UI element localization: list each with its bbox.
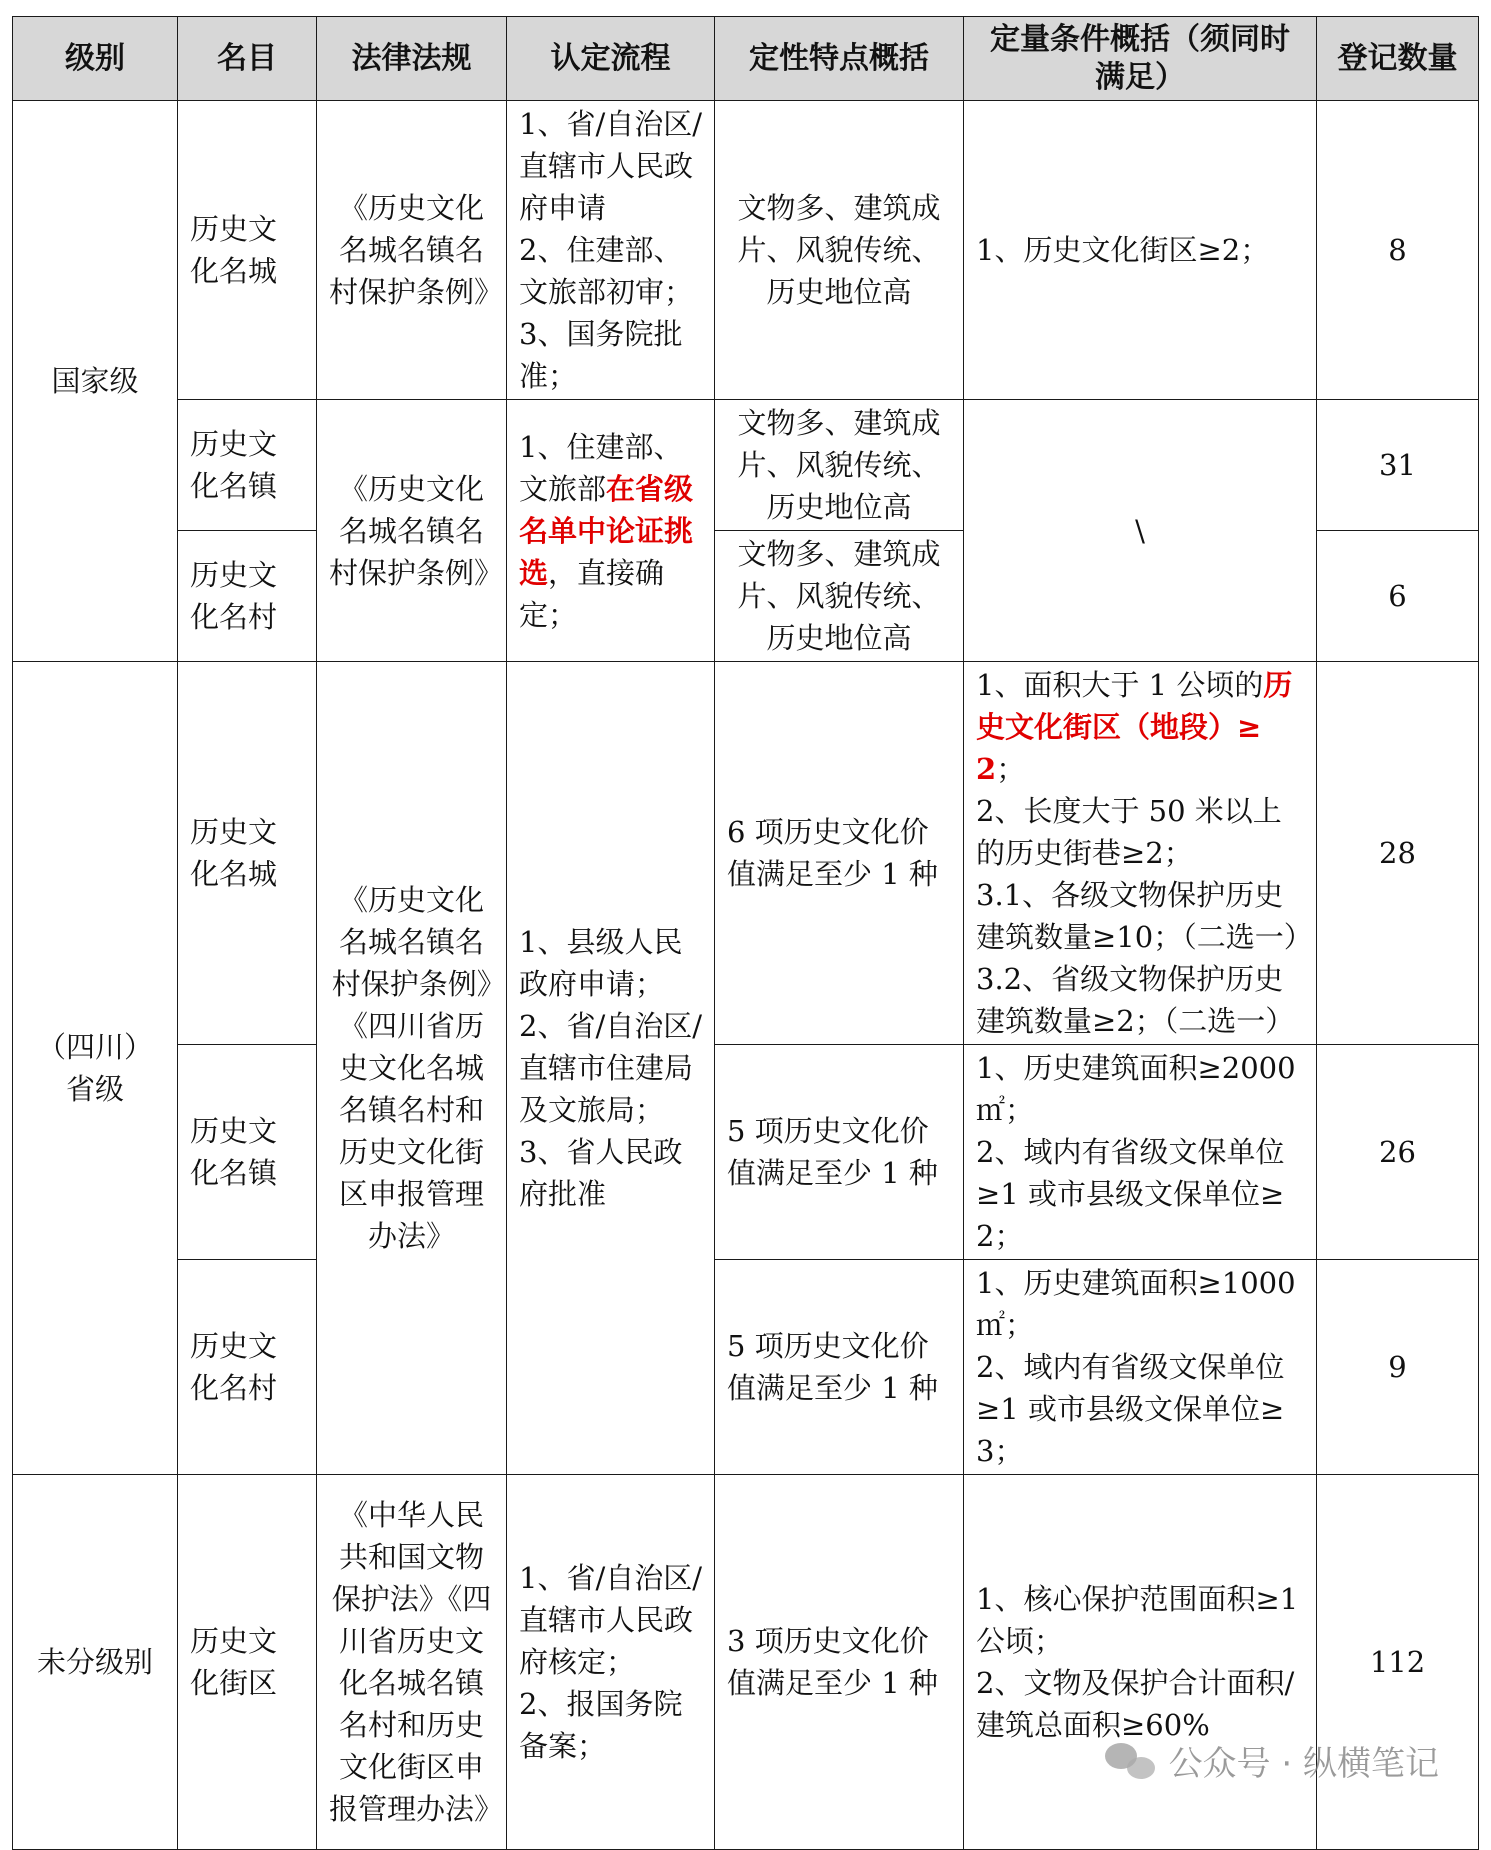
- row-count: 8: [1317, 101, 1479, 400]
- row-quantitative: \: [964, 400, 1317, 662]
- row-process: [507, 662, 715, 1475]
- row-count: 26: [1317, 1045, 1479, 1260]
- quant-line: 3.1、各级文物保护历史建筑数量≥10；（二选一）: [976, 878, 1313, 954]
- process-highlight: 在省级名单中论证挑选: [519, 471, 694, 590]
- process-line: 1、省/自治区/直辖市人民政府核定；: [519, 1561, 702, 1679]
- group-national: 国家级: [13, 101, 178, 662]
- row-count: 9: [1317, 1260, 1479, 1475]
- row-name: 历史文化名城: [178, 662, 317, 1045]
- row-qualitative: 文物多、建筑成片、风貌传统、历史地位高: [715, 531, 964, 662]
- header-qualitative: 定性特点概括: [715, 17, 964, 101]
- process-line: 3、省人民政府批准: [519, 1135, 683, 1211]
- quant-line: 2、长度大于 50 米以上的历史街巷≥2；: [976, 794, 1282, 870]
- row-law: 《历史文化名城名镇名村保护条例》: [317, 400, 507, 662]
- group-unclassified: 未分级别: [13, 1475, 178, 1850]
- row-name: 历史文化名城: [178, 101, 317, 400]
- row-name: 历史文化名村: [178, 1260, 317, 1475]
- row-count: 6: [1317, 531, 1479, 662]
- row-name: 历史文化名镇: [178, 400, 317, 531]
- quant-line: 2、文物及保护合计面积/建筑总面积≥60%: [976, 1666, 1295, 1742]
- header-name: 名目: [178, 17, 317, 101]
- row-process: [507, 400, 715, 662]
- table-row: [13, 1260, 1479, 1475]
- process-line: 1、县级人民政府申请；: [519, 925, 683, 1001]
- table-row: [13, 101, 1479, 400]
- quant-line: 2、域内有省级文保单位≥1 或市县级文保单位≥3；: [976, 1350, 1285, 1468]
- row-quantitative: [964, 1045, 1317, 1260]
- quant-line: 1、历史建筑面积≥1000㎡；: [976, 1266, 1296, 1342]
- quant-line: [976, 664, 1304, 790]
- row-quantitative: [964, 1475, 1317, 1850]
- header-process: 认定流程: [507, 17, 715, 101]
- table-row: [13, 1475, 1479, 1850]
- header-row: [13, 17, 1479, 101]
- row-qualitative: 文物多、建筑成片、风貌传统、历史地位高: [715, 400, 964, 531]
- row-qualitative: 5 项历史文化价值满足至少 1 种: [715, 1260, 964, 1475]
- row-count: 31: [1317, 400, 1479, 531]
- row-name: 历史文化名村: [178, 531, 317, 662]
- row-qualitative: 6 项历史文化价值满足至少 1 种: [715, 662, 964, 1045]
- process-text: ，直接确定；: [519, 555, 665, 632]
- quant-line: 2、域内有省级文保单位≥1 或市县级文保单位≥2；: [976, 1135, 1285, 1253]
- quant-line: 1、历史建筑面积≥2000㎡；: [976, 1051, 1296, 1127]
- row-law: 《历史文化名城名镇名村保护条例》: [317, 101, 507, 400]
- process-line: 2、报国务院备案；: [519, 1687, 683, 1763]
- row-law: 《中华人民共和国文物保护法》《四川省历史文化名城名镇名村和历史文化街区申报管理办法》: [317, 1475, 507, 1850]
- process-text: 1、住建部、文旅部: [519, 429, 683, 506]
- row-name: 历史文化街区: [178, 1475, 317, 1850]
- heritage-table: [12, 16, 1479, 1850]
- table-row: [13, 1045, 1479, 1260]
- process-line: 1、省/自治区/直辖市人民政府申请: [519, 107, 702, 225]
- row-qualitative: 文物多、建筑成片、风貌传统、历史地位高: [715, 101, 964, 400]
- row-qualitative: 5 项历史文化价值满足至少 1 种: [715, 1045, 964, 1260]
- process-line: 2、省/自治区/直辖市住建局及文旅局；: [519, 1009, 702, 1127]
- row-quantitative: 1、历史文化街区≥2；: [964, 101, 1317, 400]
- header-level: 级别: [13, 17, 178, 101]
- row-law: 《历史文化名城名镇名村保护条例》《四川省历史文化名城名镇名村和历史文化街区申报管理办法》: [317, 662, 507, 1475]
- quant-text: 1、面积大于 1 公顷的: [976, 668, 1264, 702]
- watermark-text: 公众号 · 纵横笔记: [1168, 1744, 1439, 1784]
- row-name: 历史文化名镇: [178, 1045, 317, 1260]
- row-quantitative: [964, 662, 1317, 1045]
- row-process: [507, 101, 715, 400]
- row-count: 112: [1317, 1475, 1479, 1850]
- process-line: 2、住建部、文旅部初审；: [519, 233, 694, 309]
- row-process: [507, 1475, 715, 1850]
- quant-text: ；: [996, 752, 1026, 786]
- row-qualitative: 3 项历史文化价值满足至少 1 种: [715, 1475, 964, 1850]
- row-quantitative: [964, 1260, 1317, 1475]
- table-row: [13, 400, 1479, 531]
- header-quantitative: 定量条件概括（须同时满足）: [964, 17, 1317, 101]
- header-count: 登记数量: [1317, 17, 1479, 101]
- table-row: [13, 662, 1479, 1045]
- row-count: 28: [1317, 662, 1479, 1045]
- group-provincial: （四川）省级: [13, 662, 178, 1475]
- quant-line: 1、核心保护范围面积≥1 公顷；: [976, 1582, 1299, 1658]
- quant-highlight: 历史文化街区（地段）≥2: [976, 668, 1293, 786]
- process-line: 3、国务院批准；: [519, 317, 683, 393]
- quant-line: 3.2、省级文物保护历史建筑数量≥2；（二选一）: [976, 962, 1295, 1038]
- header-law: 法律法规: [317, 17, 507, 101]
